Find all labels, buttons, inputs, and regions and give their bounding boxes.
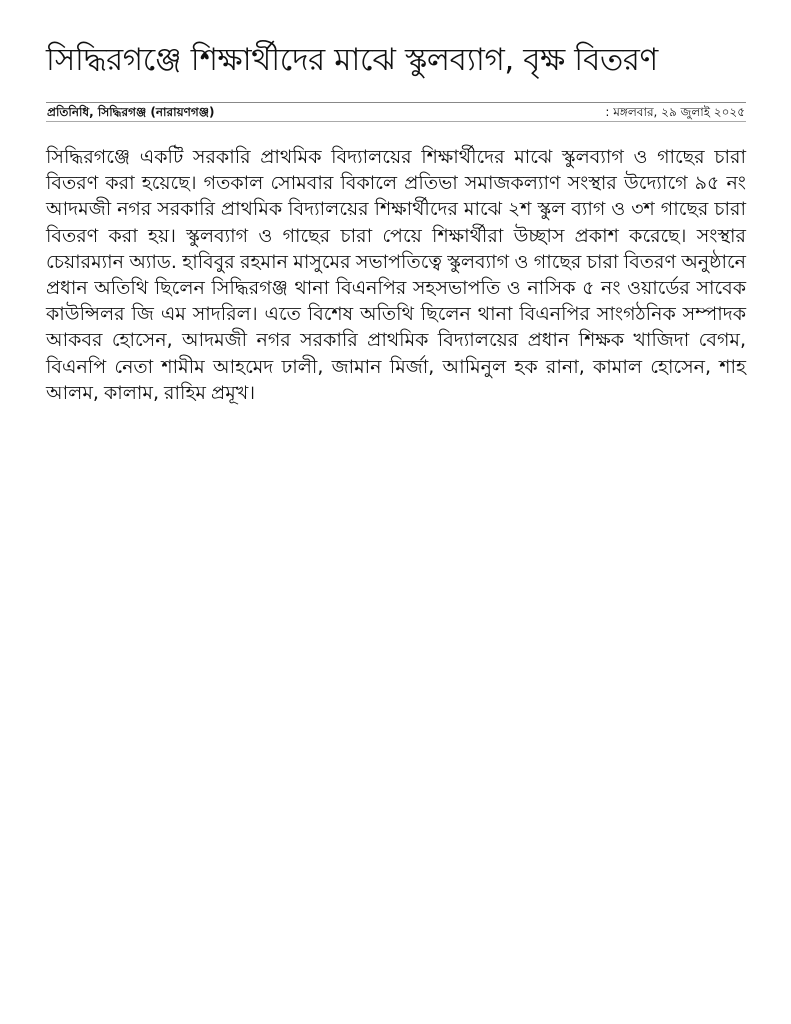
article <box>46 38 746 406</box>
article-headline: সিদ্ধিরগঞ্জে শিক্ষার্থীদের মাঝে স্কুলব্যাগ, বৃক্ষ বিতরণ <box>46 42 658 78</box>
byline-author: প্রতিনিধি, সিদ্ধিরগঞ্জ (নারায়ণগঞ্জ) <box>47 105 215 119</box>
byline-bottom-divider <box>46 121 746 122</box>
byline-bar <box>46 103 746 121</box>
publish-date: : মঙ্গলবার, ২৯ জুলাই ২০২৫ <box>605 105 745 119</box>
article-body: সিদ্ধিরগঞ্জে একটি সরকারি প্রাথমিক বিদ্যালয়ের শিক্ষার্থীদের মাঝে স্কুলব্যাগ ও গাছের চারা বিতরণ করা হয়েছে। গতকাল সোমবার বিকালে প্রতিভা সমাজকল্যাণ সংস্থার উদ্যোগে ৯৫ নং আদমজী নগর সরকারি প্রাথমিক বিদ্যালয়ের শিক্ষার্থীদের মাঝে ২শ স্কুল ব্যাগ ও ৩শ গাছের চারা বিতরণ করা হয়। স্কুলব্যাগ ও গাছের চারা পেয়ে শিক্ষার্থীরা উচ্ছাস প্রকাশ করেছে। সংস্থার চেয়ারম্যান অ্যাড. হাবিবুর রহমান মাসুমের সভাপতিত্বে স্কুলব্যাগ ও গাছের চারা বিতরণ অনুষ্ঠানে প্রধান অতিথি ছিলেন সিদ্ধিরগঞ্জ থানা বিএনপির সহসভাপতি ও নাসিক ৫ নং ওয়ার্ডের সাবেক কাউন্সিলর জি এম সাদরিল। এতে বিশেষ অতিথি ছিলেন থানা বিএনপির সাংগঠনিক সম্পাদক আকবর হোসেন, আদমজী নগর সরকারি প্রাথমিক বিদ্যালয়ের প্রধান শিক্ষক খাজিদা বেগম, বিএনপি নেতা শামীম আহমেদ ঢালী, জামান মির্জা, আমিনুল হক রানা, কামাল হোসেন, শাহ আলম, কালাম, রাহিম প্রমূখ। <box>46 146 746 404</box>
